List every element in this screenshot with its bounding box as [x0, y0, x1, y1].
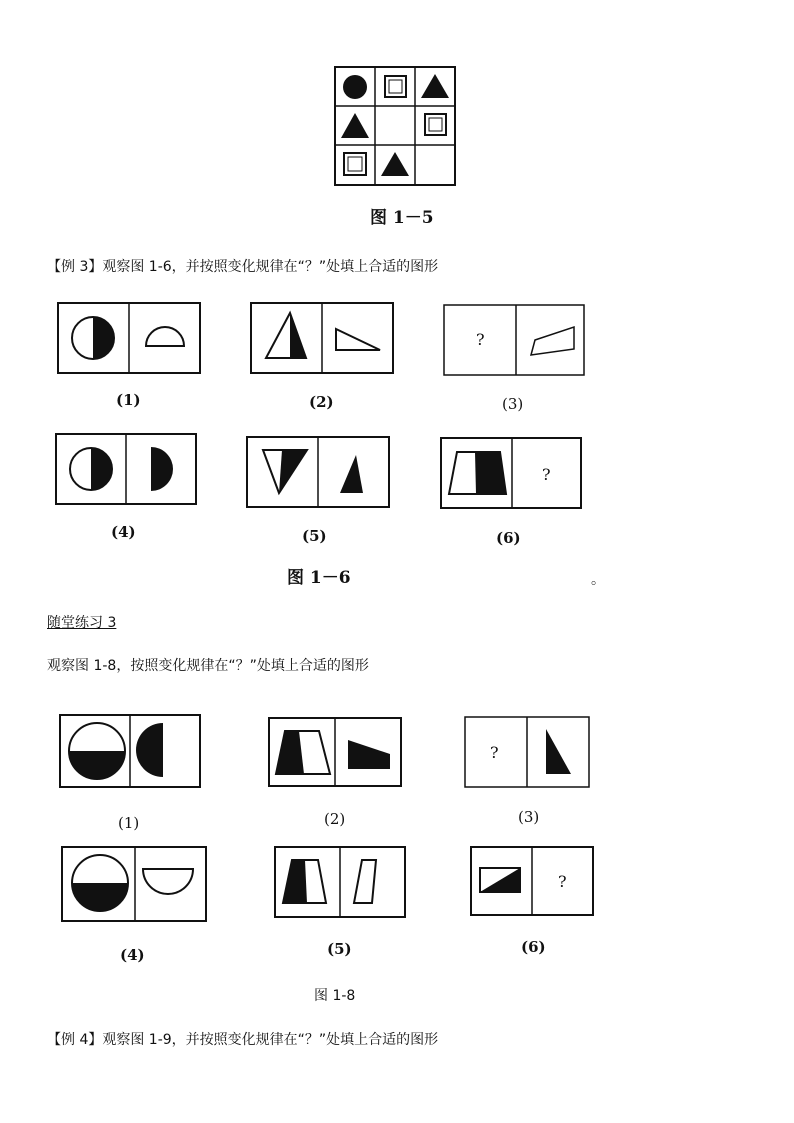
ex3-label-1: (1)	[116, 391, 141, 409]
pr3-question-mark-3: ?	[490, 743, 499, 762]
grid-cell-triangle	[381, 152, 409, 176]
pr3-panel-5	[274, 846, 406, 918]
pr3-label-6: (6)	[521, 938, 546, 956]
pr3-label-1: (1)	[118, 814, 140, 832]
pr3-label-5: (5)	[327, 940, 352, 958]
pr3-question-mark-6: ?	[558, 872, 567, 891]
pr3-label-3: (3)	[518, 808, 540, 826]
grid-cell-square	[344, 153, 366, 175]
grid-cell-triangle	[341, 113, 369, 138]
pr3-panel-1	[59, 714, 201, 788]
ex3-label-2: (2)	[309, 393, 334, 411]
grid-cell-square	[425, 114, 446, 135]
grid-cell-circle	[343, 75, 367, 99]
practice-3-title: 随堂练习 3	[47, 615, 117, 631]
figure-1-5-caption: 图 1－5	[370, 208, 434, 228]
practice-3-instruction: 观察图 1-8，按照变化规律在“？”处填上合适的图形	[47, 658, 369, 674]
ex3-label-3: (3)	[502, 395, 524, 413]
ex3-label-4: (4)	[111, 523, 136, 541]
figure-1-5-grid	[334, 66, 456, 190]
grid-cell-triangle	[421, 74, 449, 98]
pr3-label-2: (2)	[324, 810, 346, 828]
pr3-panel-4	[61, 846, 207, 922]
figure-1-8-caption: 图 1-8	[314, 988, 356, 1004]
example-4-heading: 【例 4】观察图 1-9，并按照变化规律在“？”处填上合适的图形	[47, 1032, 439, 1048]
pr3-panel-2	[268, 717, 402, 787]
ex3-question-mark-3: ?	[476, 330, 485, 349]
ex3-panel-5	[246, 436, 390, 508]
ex3-panel-3	[443, 304, 585, 376]
ex3-panel-1	[57, 302, 201, 374]
pr3-panel-3	[464, 716, 590, 788]
ex3-label-6: (6)	[496, 529, 521, 547]
ex3-panel-6	[440, 437, 582, 509]
ex3-panel-2	[250, 302, 394, 374]
stray-dot: 。	[591, 572, 605, 588]
grid-cell-square	[385, 76, 406, 97]
example-3-heading: 【例 3】观察图 1-6，并按照变化规律在“？”处填上合适的图形	[47, 259, 439, 275]
pr3-panel-6	[470, 846, 594, 916]
pr3-label-4: (4)	[120, 946, 145, 964]
ex3-label-5: (5)	[302, 527, 327, 545]
ex3-question-mark-6: ?	[542, 465, 551, 484]
figure-1-6-caption: 图 1－6	[287, 568, 351, 588]
ex3-panel-4	[55, 433, 197, 505]
